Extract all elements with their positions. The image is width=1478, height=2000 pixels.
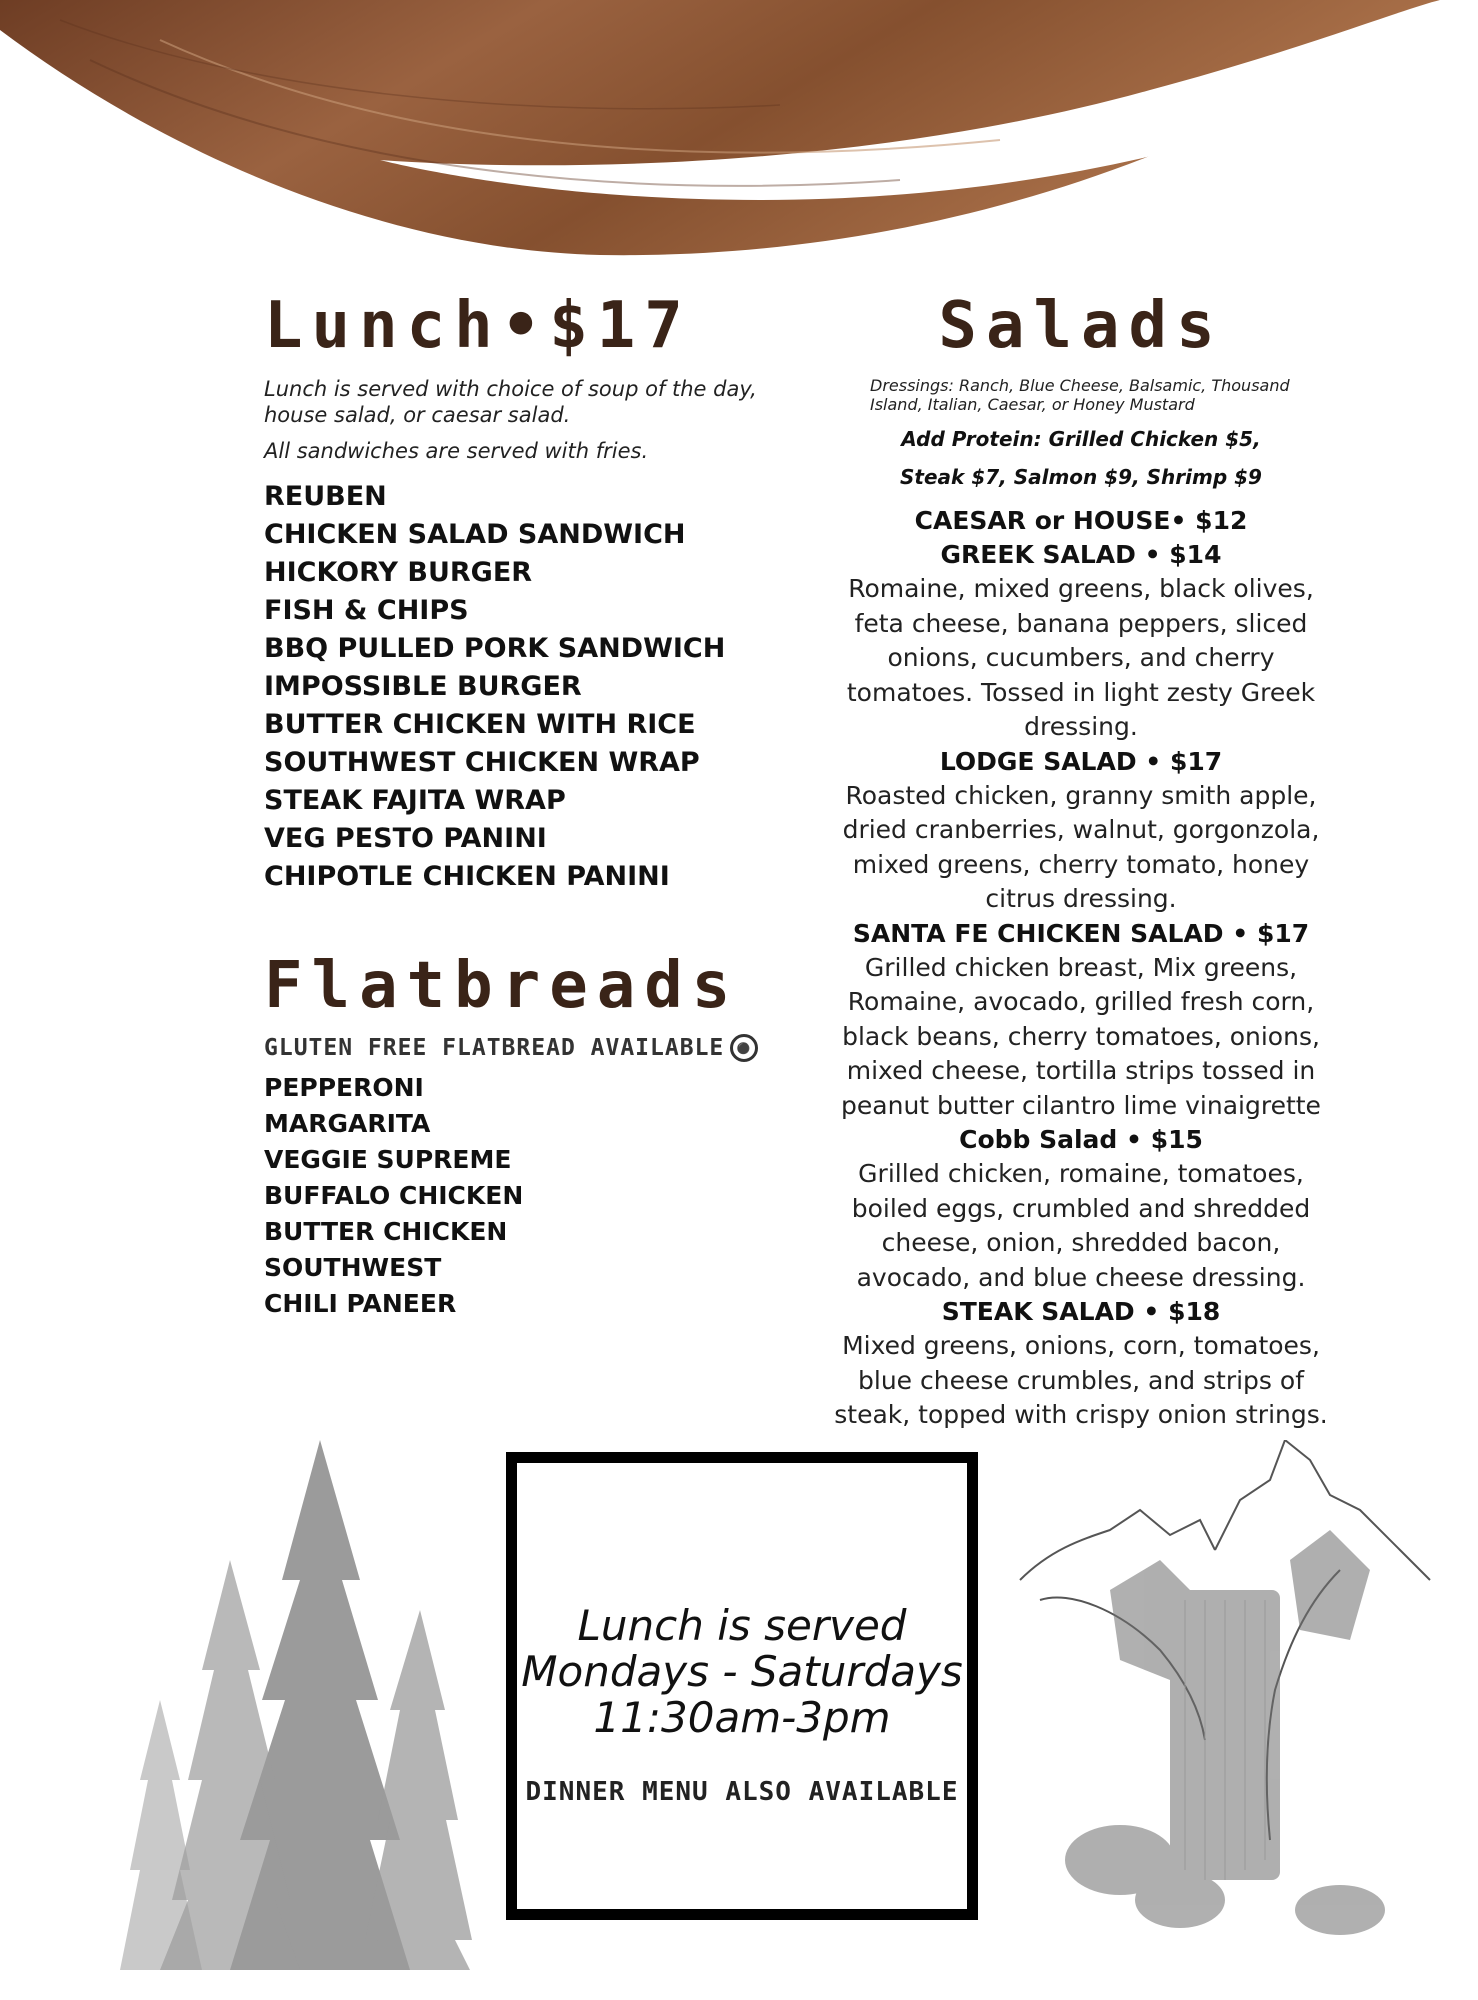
lunch-section (264, 290, 824, 896)
salad-description: Roasted chicken, granny smith apple, dried cranberries, walnut, gorgonzola, mixed greens, cherry tomato, honey citrus dressing. (842, 780, 1320, 913)
lunch-item: IMPOSSIBLE BURGER (264, 671, 582, 702)
salad-list (830, 504, 1332, 1433)
lunch-item: REUBEN (264, 481, 387, 512)
protein-line-1: Add Protein: Grilled Chicken $5, (901, 427, 1261, 451)
salad-name: Cobb Salad • $15 (959, 1125, 1203, 1154)
hours-box (506, 1452, 978, 1920)
flatbreads-title: Flatbreads (264, 949, 740, 1023)
salad-name: STEAK SALAD • $18 (941, 1297, 1221, 1326)
lunch-item: FISH & CHIPS (264, 595, 469, 626)
salads-title: Salads (938, 289, 1224, 363)
lunch-title: Lunch•$17 (264, 289, 692, 363)
protein-line-2: Steak $7, Salmon $9, Shrimp $9 (900, 465, 1262, 489)
salad-name: LODGE SALAD • $17 (939, 746, 1223, 776)
flatbreads-section (264, 950, 824, 1322)
gluten-free-icon: ⚫ (730, 1034, 758, 1062)
salad-item (830, 917, 1332, 1124)
flatbread-item: CHILI PANEER (264, 1289, 457, 1318)
hours-line-2: Mondays - Saturdays (521, 1647, 963, 1696)
pine-trees-illustration (110, 1440, 480, 1980)
hours-text (517, 1603, 967, 1741)
flatbread-items (264, 1070, 824, 1322)
salad-name: CAESAR or HOUSE• $12 (914, 506, 1248, 535)
lunch-intro: Lunch is served with choice of soup of the day, house salad, or caesar salad. (264, 377, 757, 427)
dinner-menu-note: DINNER MENU ALSO AVAILABLE (525, 1777, 959, 1807)
flatbread-item: BUFFALO CHICKEN (264, 1181, 524, 1210)
lunch-item: BBQ PULLED PORK SANDWICH (264, 633, 726, 664)
lunch-item: HICKORY BURGER (264, 557, 533, 588)
lunch-items (264, 478, 824, 896)
salad-item (830, 1123, 1332, 1295)
lunch-note: All sandwiches are served with fries. (264, 439, 649, 463)
salad-description: Grilled chicken breast, Mix greens, Romaine, avocado, grilled fresh corn, black beans, cherry tomatoes, onions, mixed cheese, tortilla strips tossed in peanut butter cilantro lime vinaigrette (841, 952, 1321, 1120)
dressings-note: Dressings: Ranch, Blue Cheese, Balsamic, Thousand Island, Italian, Caesar, or Honey Mustard (870, 376, 1290, 414)
flatbread-item: BUTTER CHICKEN (264, 1217, 508, 1246)
lunch-item: SOUTHWEST CHICKEN WRAP (264, 747, 700, 778)
salad-description: Grilled chicken, romaine, tomatoes, boiled eggs, crumbled and shredded cheese, onion, shredded bacon, avocado, and blue cheese dressing. (851, 1159, 1311, 1292)
flatbread-item: MARGARITA (264, 1109, 431, 1138)
salad-item (830, 504, 1332, 538)
lunch-item: STEAK FAJITA WRAP (264, 785, 566, 816)
lunch-item: BUTTER CHICKEN WITH RICE (264, 709, 696, 740)
wood-banner (0, 0, 1478, 280)
lunch-item: VEG PESTO PANINI (264, 823, 547, 854)
salad-description: Mixed greens, onions, corn, tomatoes, blue cheese crumbles, and strips of steak, topped with crispy onion strings. (834, 1331, 1328, 1429)
lunch-item: CHIPOTLE CHICKEN PANINI (264, 861, 670, 892)
flatbread-item: SOUTHWEST (264, 1253, 442, 1282)
salad-item (830, 538, 1332, 745)
salad-item (830, 1295, 1332, 1433)
hours-line-3: 11:30am-3pm (593, 1693, 891, 1742)
waterfall-illustration (1010, 1440, 1440, 1970)
salad-description: Romaine, mixed greens, black olives, feta cheese, banana peppers, sliced onions, cucumbers, and cherry tomatoes. Tossed in light zesty Greek dressing. (846, 574, 1316, 741)
hours-line-1: Lunch is served (577, 1601, 907, 1650)
salad-name: GREEK SALAD • $14 (940, 540, 1222, 569)
lunch-item: CHICKEN SALAD SANDWICH (264, 519, 686, 550)
add-protein-note (830, 420, 1332, 496)
salad-name: SANTA FE CHICKEN SALAD • $17 (852, 918, 1310, 948)
gluten-free-text: GLUTEN FREE FLATBREAD AVAILABLE (264, 1035, 725, 1061)
flatbread-item: VEGGIE SUPREME (264, 1145, 512, 1174)
salads-section (830, 290, 1332, 1433)
flatbread-item: PEPPERONI (264, 1073, 424, 1102)
gluten-free-note (264, 1034, 824, 1062)
salad-item (830, 745, 1332, 917)
